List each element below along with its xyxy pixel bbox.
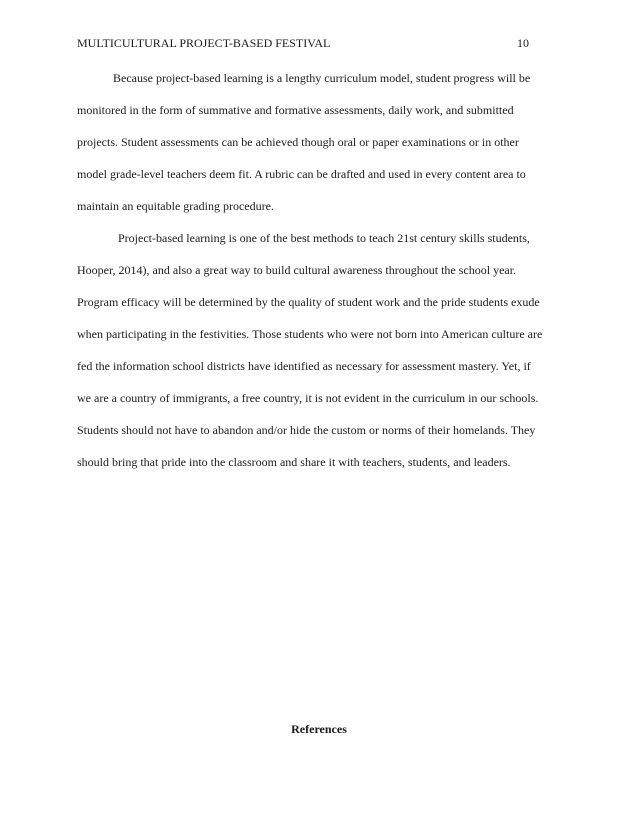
- body-text: [77, 62, 567, 478]
- paragraph-line: we are a country of immigrants, a free country, it is not evident in the curriculum in our schools.: [77, 391, 539, 405]
- paragraph-line: Project-based learning is one of the best methods to teach 21st century skills students,: [118, 231, 530, 245]
- paragraph-line: fed the information school districts have identified as necessary for assessment mastery. Yet, if: [77, 359, 531, 373]
- paragraph-line: Program efficacy will be determined by the quality of student work and the pride students exude: [77, 295, 540, 309]
- paragraph-line: Because project-based learning is a lengthy curriculum model, student progress will be: [113, 71, 531, 85]
- paragraph-line: monitored in the form of summative and formative assessments, daily work, and submitted: [77, 103, 514, 117]
- page-number: 10: [517, 36, 529, 50]
- paragraph-line: when participating in the festivities. Those students who were not born into American culture are: [77, 327, 543, 341]
- paragraph-line: Hooper, 2014), and also a great way to build cultural awareness throughout the school year.: [77, 263, 517, 277]
- running-head: MULTICULTURAL PROJECT-BASED FESTIVAL: [77, 36, 331, 50]
- paragraph-line: model grade-level teachers deem fit. A rubric can be drafted and used in every content area to: [77, 167, 526, 181]
- paragraph-line: maintain an equitable grading procedure.: [77, 199, 274, 213]
- paragraph-line: projects. Student assessments can be achieved though oral or paper examinations or in other: [77, 135, 519, 149]
- paragraph-2: [77, 222, 567, 478]
- paragraph-1: [77, 62, 567, 222]
- references-heading: References: [291, 722, 347, 736]
- paragraph-line: should bring that pride into the classroom and share it with teachers, students, and leaders.: [77, 455, 511, 469]
- paragraph-line: Students should not have to abandon and/or hide the custom or norms of their homelands. They: [77, 423, 536, 437]
